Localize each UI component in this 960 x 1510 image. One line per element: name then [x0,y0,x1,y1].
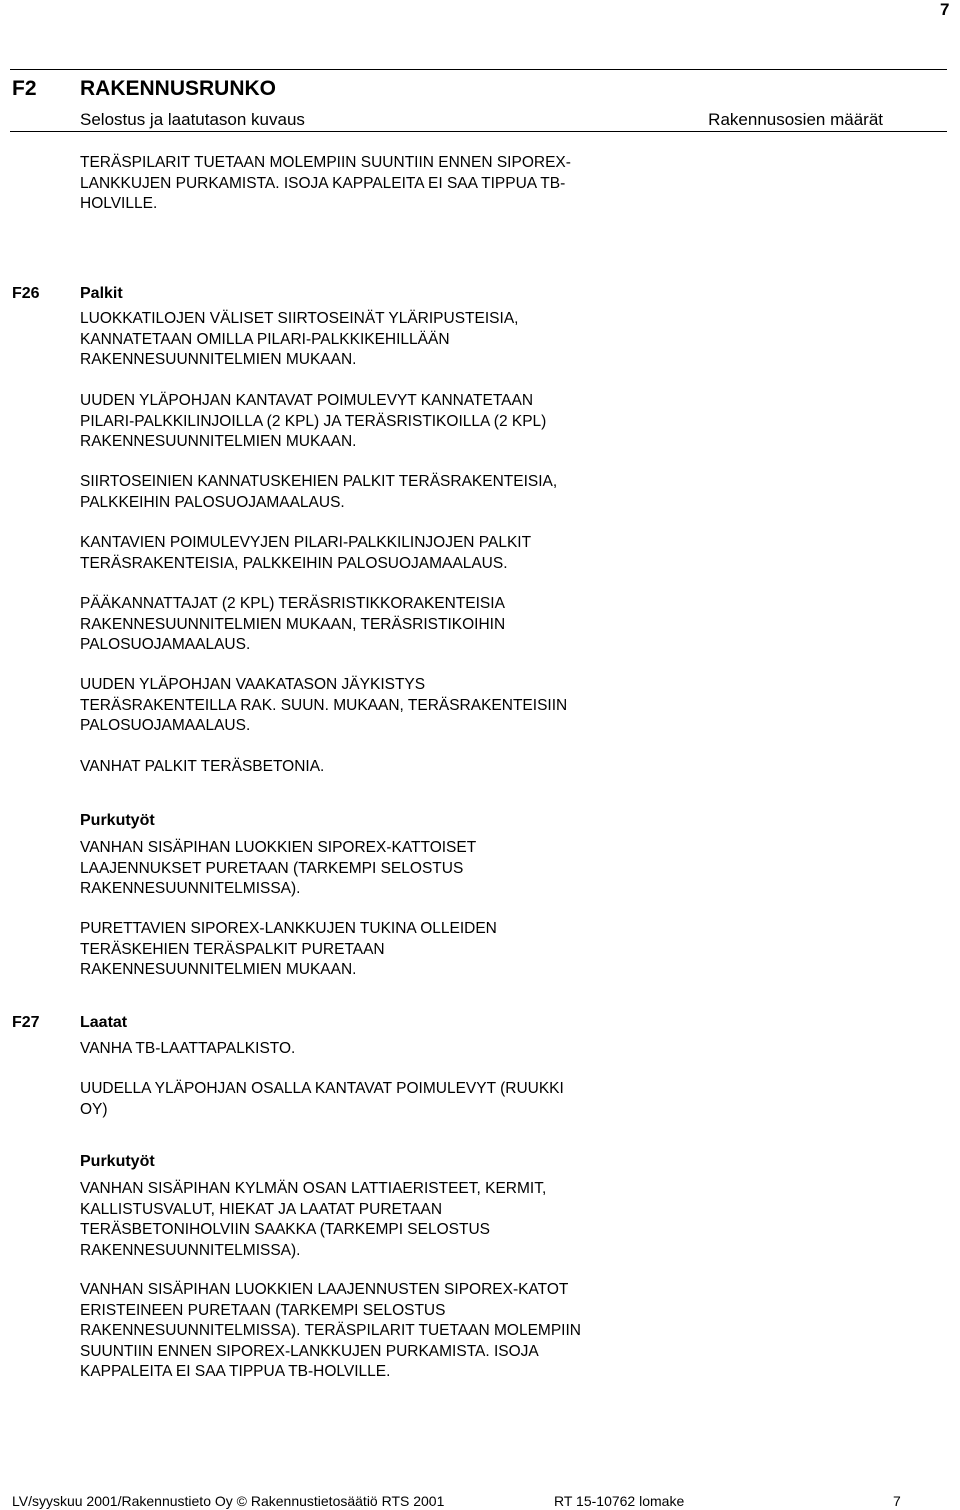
section-subtitle: Selostus ja laatutason kuvaus [80,110,305,129]
f27-paragraph: VANHA TB-LAATTAPALKISTO. [80,1040,296,1057]
intro-paragraph: TERÄSPILARIT TUETAAN MOLEMPIIN SUUNTIIN ENNEN SIPOREX- LANKKUJEN PURKAMISTA. ISOJA KAPPALEITA EI SAA TIPPUA TB- HOLVILLE. [80,154,571,212]
page-number-top: 7 [940,0,950,19]
f26-paragraph: SIIRTOSEINIEN KANNATUSKEHIEN PALKIT TERÄSRAKENTEISIA, PALKKEIHIN PALOSUOJAMAALAUS. [80,473,558,511]
f27-heading: Laatat [80,1014,128,1031]
footer-copyright: LV/syyskuu 2001/Rakennustieto Oy © Rakennustietosäätiö RTS 2001 [12,1493,445,1509]
footer-page-number: 7 [893,1493,901,1509]
f26-paragraph: KANTAVIEN POIMULEVYJEN PILARI-PALKKILINJOJEN PALKIT TERÄSRAKENTEISIA, PALKKEIHIN PALOSUOJAMAALAUS. [80,534,532,572]
f27-code: F27 [12,1014,40,1031]
f26-demolition-heading: Purkutyöt [80,812,155,829]
f26-code: F26 [12,285,40,302]
f26-paragraph: LUOKKATILOJEN VÄLISET SIIRTOSEINÄT YLÄRIPUSTEISIA, KANNATETAAN OMILLA PILARI-PALKKIKEHILLÄÄN RAKENNESUUNNITELMIEN MUKAAN. [80,310,519,368]
header-top-rule [10,69,947,70]
f26-demolition-paragraph: PURETTAVIEN SIPOREX-LANKKUJEN TUKINA OLLEIDEN TERÄSKEHIEN TERÄSPALKIT PURETAAN RAKENNESUUNNITELMIEN MUKAAN. [80,920,497,978]
f27-demolition-heading: Purkutyöt [80,1153,155,1170]
f26-heading: Palkit [80,285,123,302]
section-title: RAKENNUSRUNKO [80,77,277,100]
header-bottom-rule [10,131,947,132]
footer-form-id: RT 15-10762 lomake [554,1493,685,1509]
f26-paragraph: VANHAT PALKIT TERÄSBETONIA. [80,758,325,775]
f27-demolition-paragraph: VANHAN SISÄPIHAN KYLMÄN OSAN LATTIAERISTEET, KERMIT, KALLISTUSVALUT, HIEKAT JA LAATAT PURETAAN TERÄSBETONIHOLVIIN SAAKKA (TARKEMPI SELOSTUS RAKENNESUUNNITELMISSA). [80,1180,547,1259]
section-code: F2 [12,77,37,100]
f26-paragraph: UUDEN YLÄPOHJAN VAAKATASON JÄYKISTYS TERÄSRAKENTEILLA RAK. SUUN. MUKAAN, TERÄSRAKENTEISIIN PALOSUOJAMAALAUS. [80,676,568,734]
f27-paragraph: UUDELLA YLÄPOHJAN OSALLA KANTAVAT POIMULEVYT (RUUKKI OY) [80,1080,564,1118]
f27-demolition-paragraph: VANHAN SISÄPIHAN LUOKKIEN LAAJENNUSTEN SIPOREX-KATOT ERISTEINEEN PURETAAN (TARKEMPI SELOSTUS RAKENNESUUNNITELMISSA). TERÄSPILARIT TUETAAN MOLEMPIIN SUUNTIIN ENNEN SIPOREX-LANKKUJEN PURKAMISTA. ISOJA KAPPALEITA EI SAA TIPPUA TB-HOLVILLE. [80,1281,581,1380]
f26-demolition-paragraph: VANHAN SISÄPIHAN LUOKKIEN SIPOREX-KATTOISET LAAJENNUKSET PURETAAN (TARKEMPI SELOSTUS RAKENNESUUNNITELMISSA). [80,839,477,897]
header-right-label: Rakennusosien määrät [708,110,883,129]
f26-paragraph: UUDEN YLÄPOHJAN KANTAVAT POIMULEVYT KANNATETAAN PILARI-PALKKILINJOILLA (2 KPL) JA TERÄSRISTIKOILLA (2 KPL) RAKENNESUUNNITELMIEN MUKAAN. [80,392,547,450]
f26-paragraph: PÄÄKANNATTAJAT (2 KPL) TERÄSRISTIKKORAKENTEISIA RAKENNESUUNNITELMIEN MUKAAN, TERÄSRISTIKOIHIN PALOSUOJAMAALAUS. [80,595,506,653]
